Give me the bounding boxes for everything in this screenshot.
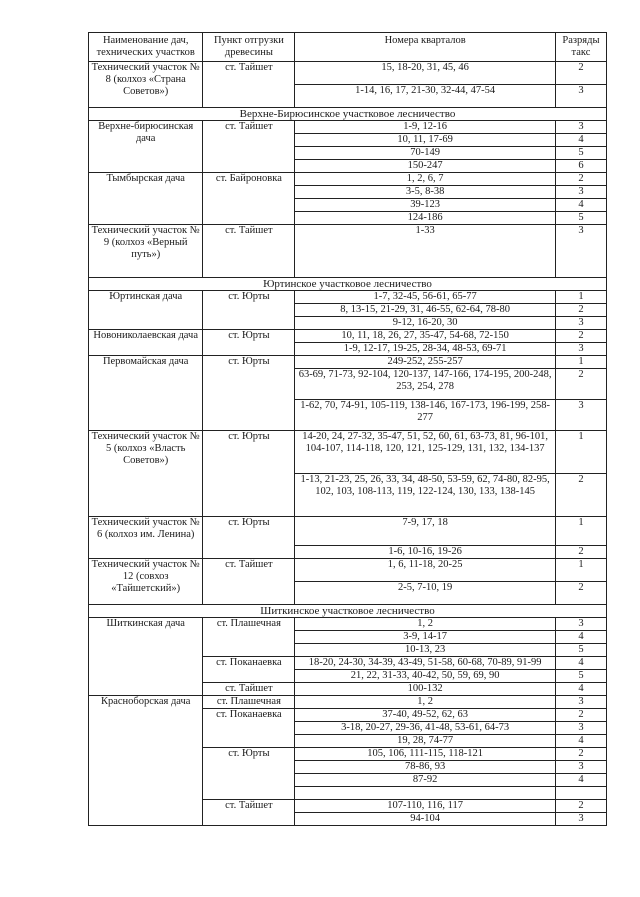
table-cell: 3-9, 14-17 xyxy=(295,631,556,644)
table-row xyxy=(89,330,607,343)
table-cell: 10, 11, 17-69 xyxy=(295,134,556,147)
table-cell: 1, 2, 6, 7 xyxy=(295,173,556,186)
table-cell: 15, 18-20, 31, 45, 46 xyxy=(295,62,556,85)
table-cell: 1-62, 70, 74-91, 105-119, 138-146, 167-173, 196-199, 258-277 xyxy=(295,400,556,431)
table-cell: 87-92 xyxy=(295,774,556,787)
section-header-row xyxy=(89,108,607,121)
table-cell: Юртинская дача xyxy=(89,291,203,330)
table-cell: 63-69, 71-73, 92-104, 120-137, 147-166, 174-195, 200-248, 253, 254, 278 xyxy=(295,369,556,400)
section-title: Юртинское участковое лесничество xyxy=(89,278,607,291)
table-cell: 19, 28, 74-77 xyxy=(295,735,556,748)
table-cell: 4 xyxy=(555,735,606,748)
table-row xyxy=(89,431,607,474)
table-cell: 4 xyxy=(555,774,606,787)
table-cell: Верхне-бирюсинская дача xyxy=(89,121,203,173)
table-cell: 249-252, 255-257 xyxy=(295,356,556,369)
table-cell: 70-149 xyxy=(295,147,556,160)
table-cell: Первомайская дача xyxy=(89,356,203,431)
table-cell: 107-110, 116, 117 xyxy=(295,800,556,813)
table-cell: 1 xyxy=(555,291,606,304)
table-cell: 4 xyxy=(555,631,606,644)
table-cell: 3 xyxy=(555,343,606,356)
table-row xyxy=(89,696,607,709)
table-cell: 3 xyxy=(555,813,606,826)
table-row xyxy=(89,173,607,186)
table-body xyxy=(89,62,607,826)
table-cell: 37-40, 49-52, 62, 63 xyxy=(295,709,556,722)
table-cell: 100-132 xyxy=(295,683,556,696)
table-cell: 1, 2 xyxy=(295,696,556,709)
section-title: Верхне-Бирюсинское участковое лесничество xyxy=(89,108,607,121)
table-cell: 1-33 xyxy=(295,225,556,278)
section-title: Шиткинское участковое лесничество xyxy=(89,605,607,618)
table-cell: Технический участок № 8 (колхоз «Страна Советов») xyxy=(89,62,203,108)
table-cell: 21, 22, 31-33, 40-42, 50, 59, 69, 90 xyxy=(295,670,556,683)
table-cell: ст. Тайшет xyxy=(203,121,295,173)
table-row xyxy=(89,291,607,304)
table-cell: 1-6, 10-16, 19-26 xyxy=(295,546,556,559)
table-cell: ст. Юрты xyxy=(203,291,295,330)
table-cell: 3 xyxy=(555,121,606,134)
table-cell: 2 xyxy=(555,304,606,317)
table-cell: 4 xyxy=(555,657,606,670)
table-cell: ст. Юрты xyxy=(203,748,295,800)
table-cell: ст. Плашечная xyxy=(203,618,295,657)
table-cell: Новониколаевская дача xyxy=(89,330,203,356)
table-cell: ст. Тайшет xyxy=(203,559,295,605)
table-row xyxy=(89,121,607,134)
table-cell: 5 xyxy=(555,644,606,657)
table-row xyxy=(89,559,607,582)
table-cell: 1, 2 xyxy=(295,618,556,631)
header-col-name: Наименование дач, технических участков xyxy=(89,33,203,62)
table-cell: 105, 106, 111-115, 118-121 xyxy=(295,748,556,761)
header-col-quarters: Номера кварталов xyxy=(295,33,556,62)
table-cell: ст. Поканаевка xyxy=(203,709,295,748)
table-cell: 3 xyxy=(555,85,606,108)
table-cell: 2 xyxy=(555,800,606,813)
table-cell: 4 xyxy=(555,683,606,696)
table-row xyxy=(89,517,607,546)
table-cell: 2 xyxy=(555,62,606,85)
table-cell: Технический участок № 5 (колхоз «Власть Советов») xyxy=(89,431,203,517)
table-cell: 3-5, 8-38 xyxy=(295,186,556,199)
table-cell: ст. Юрты xyxy=(203,517,295,559)
table-cell: 4 xyxy=(555,134,606,147)
table-cell: 124-186 xyxy=(295,212,556,225)
table-cell xyxy=(295,787,556,800)
table-cell: ст. Байроновка xyxy=(203,173,295,225)
table-cell: 94-104 xyxy=(295,813,556,826)
forest-quarters-table xyxy=(88,32,607,826)
table-cell: 14-20, 24, 27-32, 35-47, 51, 52, 60, 61, 63-73, 81, 96-101, 104-107, 114-118, 120, 121, 125-129, 131, 132, 134-137 xyxy=(295,431,556,474)
section-header-row xyxy=(89,278,607,291)
table-cell: 10-13, 23 xyxy=(295,644,556,657)
table-cell: ст. Юрты xyxy=(203,330,295,356)
table-cell: 3 xyxy=(555,225,606,278)
table-cell: 1-13, 21-23, 25, 26, 33, 34, 48-50, 53-59, 62, 74-80, 82-95, 102, 103, 108-113, 119, 122-124, 130, 133, 138-145 xyxy=(295,474,556,517)
table-cell: 2 xyxy=(555,474,606,517)
table-row xyxy=(89,225,607,278)
table-cell: 2 xyxy=(555,330,606,343)
table-row xyxy=(89,356,607,369)
table-cell: 2-5, 7-10, 19 xyxy=(295,582,556,605)
table-cell: 3 xyxy=(555,400,606,431)
table-cell: 1 xyxy=(555,356,606,369)
table-cell: Технический участок № 6 (колхоз им. Ленина) xyxy=(89,517,203,559)
table-cell: 2 xyxy=(555,173,606,186)
table-cell: Технический участок № 9 (колхоз «Верный путь») xyxy=(89,225,203,278)
table-cell: 3 xyxy=(555,186,606,199)
table-cell: 1, 6, 11-18, 20-25 xyxy=(295,559,556,582)
table-cell: 10, 11, 18, 26, 27, 35-47, 54-68, 72-150 xyxy=(295,330,556,343)
table-cell: 2 xyxy=(555,709,606,722)
table-cell: ст. Поканаевка xyxy=(203,657,295,683)
table-cell: 1-14, 16, 17, 21-30, 32-44, 47-54 xyxy=(295,85,556,108)
table-cell: 5 xyxy=(555,670,606,683)
table-cell: ст. Тайшет xyxy=(203,683,295,696)
table-cell: 1 xyxy=(555,517,606,546)
table-cell: 3 xyxy=(555,317,606,330)
table-cell: 1-7, 32-45, 56-61, 65-77 xyxy=(295,291,556,304)
table-cell: ст. Плашечная xyxy=(203,696,295,709)
table-cell: 18-20, 24-30, 34-39, 43-49, 51-58, 60-68, 70-89, 91-99 xyxy=(295,657,556,670)
table-cell: ст. Юрты xyxy=(203,356,295,431)
table-cell: 6 xyxy=(555,160,606,173)
table-row xyxy=(89,62,607,85)
table-cell: ст. Тайшет xyxy=(203,225,295,278)
table-cell: Тымбырская дача xyxy=(89,173,203,225)
table-cell: 1 xyxy=(555,431,606,474)
header-col-station: Пункт отгрузки древесины xyxy=(203,33,295,62)
table-cell: ст. Тайшет xyxy=(203,62,295,108)
table-cell: 5 xyxy=(555,212,606,225)
table-row xyxy=(89,618,607,631)
table-cell: 150-247 xyxy=(295,160,556,173)
table-cell: 4 xyxy=(555,199,606,212)
table-cell: 2 xyxy=(555,546,606,559)
table-cell: 3 xyxy=(555,696,606,709)
section-header-row xyxy=(89,605,607,618)
table-header-row xyxy=(89,33,607,62)
table-cell: 78-86, 93 xyxy=(295,761,556,774)
table-cell: 3 xyxy=(555,722,606,735)
table-cell: 2 xyxy=(555,369,606,400)
table-cell: 3-18, 20-27, 29-36, 41-48, 53-61, 64-73 xyxy=(295,722,556,735)
table-cell: 1-9, 12-17, 19-25, 28-34, 48-53, 69-71 xyxy=(295,343,556,356)
table-cell: Красноборская дача xyxy=(89,696,203,826)
table-cell: 9-12, 16-20, 30 xyxy=(295,317,556,330)
table-cell: 7-9, 17, 18 xyxy=(295,517,556,546)
table-cell: 8, 13-15, 21-29, 31, 46-55, 62-64, 78-80 xyxy=(295,304,556,317)
table-cell: 2 xyxy=(555,748,606,761)
table-cell: 5 xyxy=(555,147,606,160)
header-col-rates: Разряды такс xyxy=(555,33,606,62)
table-cell: 3 xyxy=(555,618,606,631)
table-cell: ст. Тайшет xyxy=(203,800,295,826)
table-cell: ст. Юрты xyxy=(203,431,295,517)
table-cell: 1 xyxy=(555,559,606,582)
table-cell: 39-123 xyxy=(295,199,556,212)
table-cell xyxy=(555,787,606,800)
table-cell: Шиткинская дача xyxy=(89,618,203,696)
table-cell: 2 xyxy=(555,582,606,605)
table-cell: Технический участок № 12 (совхоз «Тайшетский») xyxy=(89,559,203,605)
table-cell: 3 xyxy=(555,761,606,774)
table-cell: 1-9, 12-16 xyxy=(295,121,556,134)
